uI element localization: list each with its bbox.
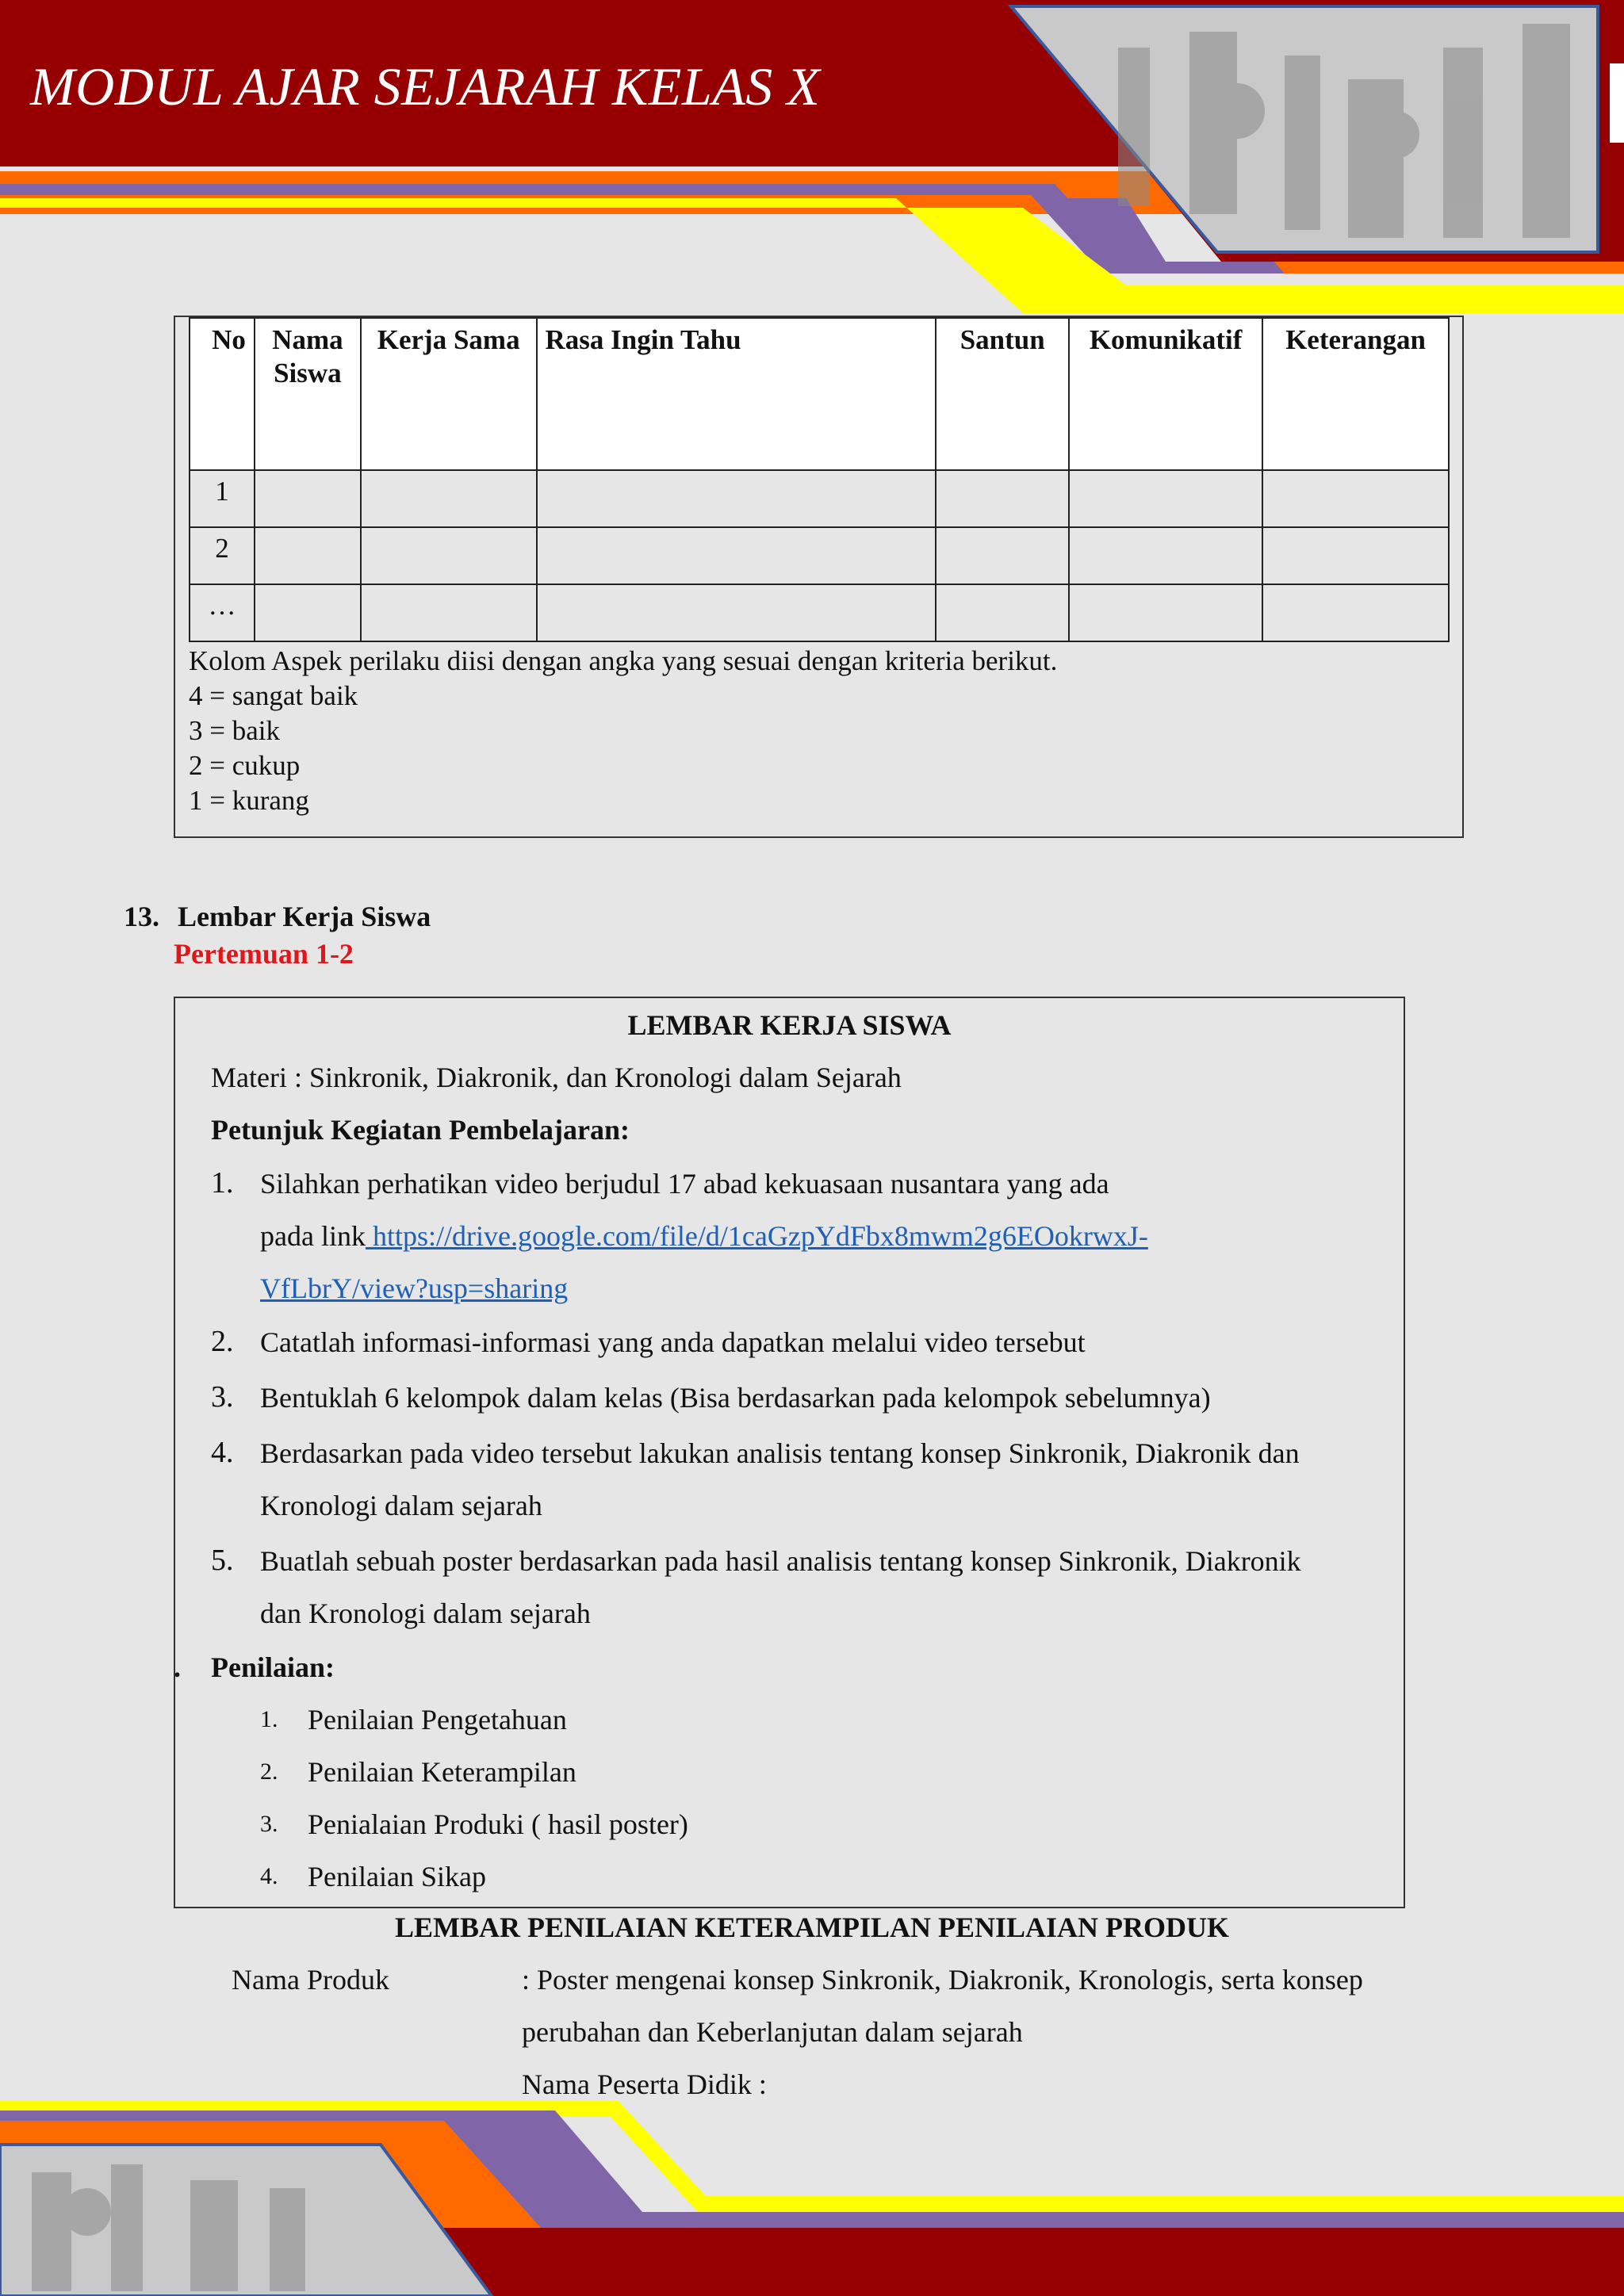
worksheet-title: LEMBAR KERJA SISWA [627, 1009, 952, 1041]
row-number: … [190, 584, 255, 641]
step-text: Berdasarkan pada video tersebut lakukan analisis tentang konsep Sinkronik, Diakronik dan [260, 1437, 1300, 1469]
criteria-block [189, 644, 1057, 818]
video-link[interactable]: https://drive.google.com/file/d/1caGzpYdFbx8mwm2g6EOokrwxJ- [365, 1220, 1148, 1252]
product-name-value-continued: perubahan dan Keberlanjutan dalam sejarah [522, 2016, 1023, 2048]
section-number: 13. [124, 901, 159, 932]
criteria-note: Kolom Aspek perilaku diisi dengan angka yang sesuai dengan kriteria berikut. [189, 645, 1058, 676]
step-link-line [260, 1219, 1148, 1253]
link-prefix: pada link [260, 1220, 366, 1252]
col-header-kerja-sama: Kerja Sama [361, 318, 537, 470]
step-text: Bentuklah 6 kelompok dalam kelas (Bisa berdasarkan pada kelompok sebelumnya) [260, 1382, 1211, 1414]
product-name-value: : Poster mengenai konsep Sinkronik, Diakronik, Kronologis, serta konsep [522, 1964, 1363, 1996]
criteria-item: 4 = sangat baik [189, 680, 358, 711]
step-text: Catatlah informasi-informasi yang anda dapatkan melalui video tersebut [260, 1326, 1086, 1358]
step-number: 5. [211, 1544, 234, 1577]
assessment-item: Penilaian Keterampilan [308, 1756, 576, 1788]
worksheet-materi: Materi : Sinkronik, Diakronik, dan Kronologi dalam Sejarah [211, 1062, 902, 1093]
row-number: 2 [190, 527, 255, 584]
table-row [190, 584, 1449, 641]
section-title: Lembar Kerja Siswa [178, 901, 431, 932]
col-header-keterangan: Keterangan [1262, 318, 1449, 470]
row-number: 1 [190, 470, 255, 527]
step-text: dan Kronologi dalam sejarah [260, 1598, 591, 1629]
product-assessment-title: LEMBAR PENILAIAN KETERAMPILAN PENILAIAN PRODUK [394, 1911, 1230, 1943]
section-heading [124, 900, 431, 933]
step-number: 1. [211, 1166, 234, 1200]
product-name-label: Nama Produk [232, 1964, 389, 1996]
section-subtitle: Pertemuan 1-2 [174, 938, 354, 970]
col-header-nama-siswa: Nama Siswa [255, 318, 361, 470]
step-text: Kronologi dalam sejarah [260, 1490, 542, 1521]
table-row [190, 470, 1449, 527]
assessment-item: Penialaian Produki ( hasil poster) [308, 1808, 688, 1840]
assessment-number: 3. [260, 1811, 278, 1837]
criteria-item: 1 = kurang [189, 785, 309, 816]
step-number: 3. [211, 1380, 234, 1414]
module-title: MODUL AJAR SEJARAH KELAS X [30, 56, 821, 117]
assessment-number: 4. [260, 1863, 278, 1889]
table-row [190, 527, 1449, 584]
criteria-item: 2 = cukup [189, 750, 301, 781]
video-link-continued[interactable]: VfLbrY/view?usp=sharing [260, 1272, 569, 1304]
assessment-item: Penilaian Pengetahuan [308, 1704, 567, 1735]
step-number: 4. [211, 1436, 234, 1469]
col-header-santun: Santun [936, 318, 1069, 470]
col-header-komunikatif: Komunikatif [1069, 318, 1262, 470]
step-text: Silahkan perhatikan video berjudul 17 abad kekuasaan nusantara yang ada [260, 1168, 1109, 1200]
assessment-bullet: . [174, 1651, 181, 1683]
assessment-number: 1. [260, 1706, 278, 1732]
assessment-item: Penilaian Sikap [308, 1861, 486, 1892]
criteria-item: 3 = baik [189, 715, 280, 746]
assessment-label: Penilaian: [211, 1651, 335, 1683]
worksheet-instructions-label: Petunjuk Kegiatan Pembelajaran: [211, 1114, 630, 1146]
step-number: 2. [211, 1325, 234, 1358]
assessment-number: 2. [260, 1758, 278, 1785]
behavior-table [189, 317, 1450, 642]
step-text: Buatlah sebuah poster berdasarkan pada hasil analisis tentang konsep Sinkronik, Diakronik [260, 1545, 1301, 1577]
col-header-rasa-ingin-tahu: Rasa Ingin Tahu [537, 318, 936, 470]
student-name-label: Nama Peserta Didik : [522, 2068, 767, 2100]
col-header-no: No [190, 318, 255, 470]
